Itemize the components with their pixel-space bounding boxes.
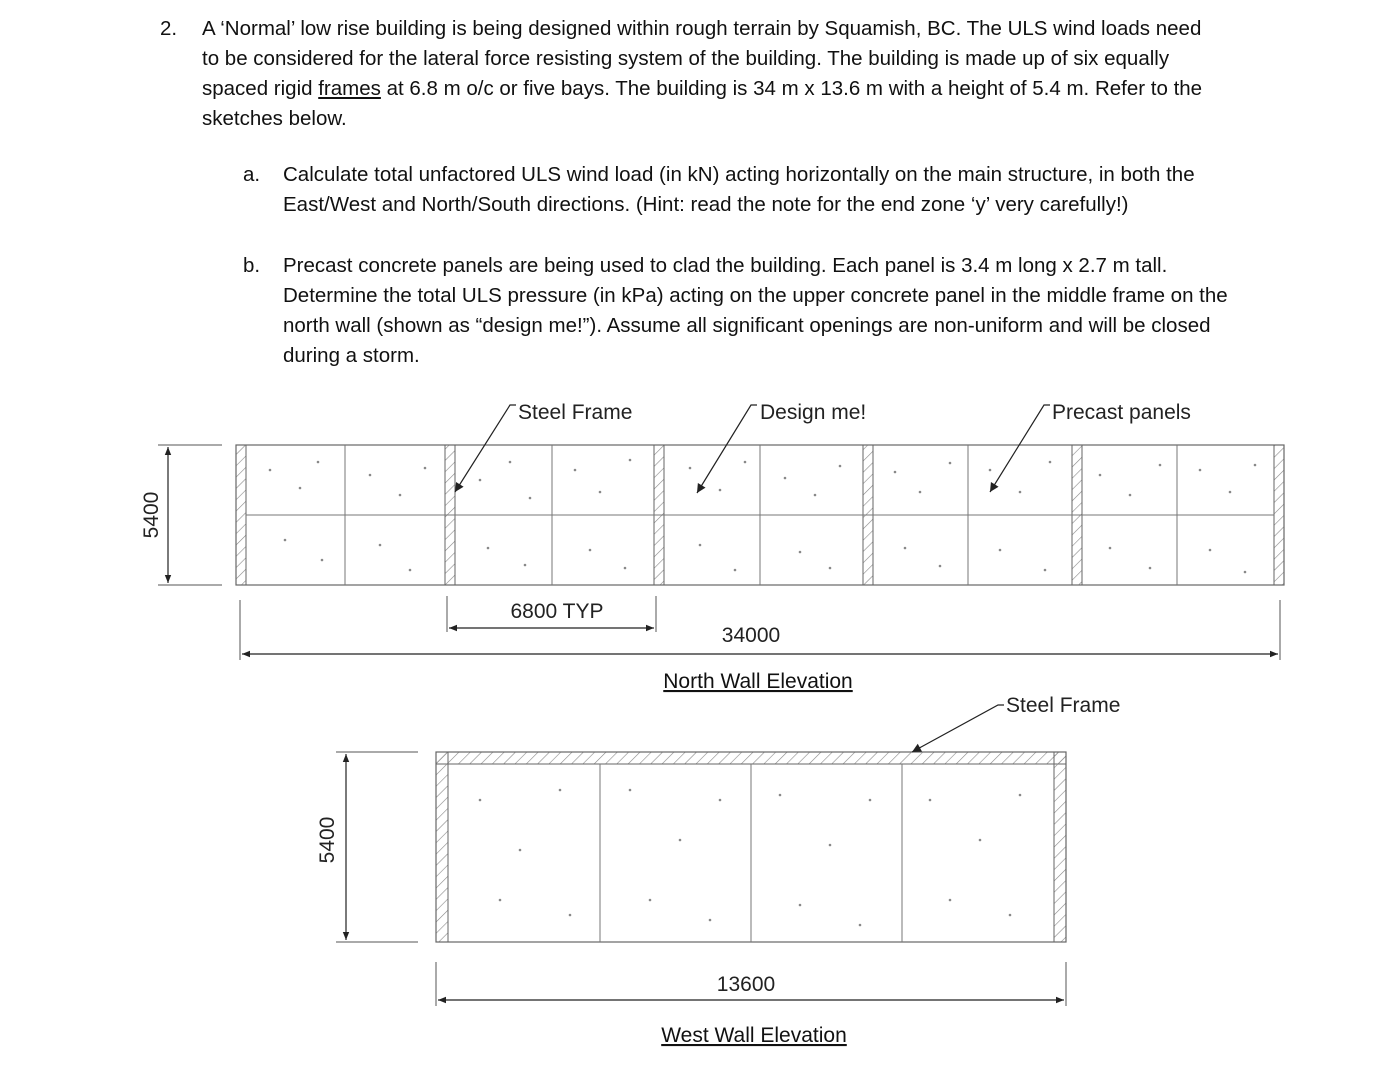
bay-dim: 6800 TYP xyxy=(510,600,604,623)
steel-frame-callout: Steel Frame xyxy=(1006,694,1121,717)
length-dim: 34000 xyxy=(721,624,781,647)
concrete-texture xyxy=(269,459,1257,574)
north-elevation-title: North Wall Elevation xyxy=(663,670,853,693)
part-a-label: a. xyxy=(243,163,261,186)
width-dim: 13600 xyxy=(716,973,776,996)
precast-panels-leader xyxy=(990,405,1050,492)
frame-right-column xyxy=(1054,752,1066,942)
frame-top-beam xyxy=(436,752,1066,764)
question-number: 2. xyxy=(160,17,178,40)
design-me-callout: Design me! xyxy=(760,401,867,424)
west-height-dim: 5400 xyxy=(316,816,339,864)
frame-column xyxy=(1274,445,1284,585)
west-wall-elevation xyxy=(316,694,1120,1047)
north-wall-elevation xyxy=(140,401,1284,693)
part-a-text: Calculate total unfactored ULS wind load (in kN) acting horizontally on the main structure, in both the East/West and North/South directions. (Hint: read the note for the end zone ‘y’ very carefully!) xyxy=(283,163,1195,216)
frame-left-column xyxy=(436,752,448,942)
steel-frame-callout: Steel Frame xyxy=(518,401,633,424)
underlined-frames: frames xyxy=(318,77,381,100)
panel-joints-vertical xyxy=(600,764,902,942)
north-height-dim: 5400 xyxy=(140,491,163,539)
design-me-leader xyxy=(697,405,757,493)
steel-frame-leader xyxy=(455,405,516,492)
precast-panels-callout: Precast panels xyxy=(1052,401,1191,424)
part-b-text: Precast concrete panels are being used to clad the building. Each panel is 3.4 m long x 2.7 m tall. Determine the total ULS pressure (in kPa) acting on the upper concrete panel in the middle frame on the north wall (shown as “design me!”). Assume all significant openings are non-uniform and will be closed during a storm. xyxy=(283,254,1228,367)
part-b-label: b. xyxy=(243,254,261,277)
question-text: A ‘Normal’ low rise building is being designed within rough terrain by Squamish, BC. The ULS wind loads need to be considered for the lateral force resisting system of the building. The building is made up of six equally spaced rigid frames at 6.8 m o/c or five bays. The building is 34 m x 13.6 m with a height of 5.4 m. Refer to the sketches below. xyxy=(202,17,1203,130)
concrete-texture xyxy=(479,789,1022,927)
steel-frame-leader xyxy=(912,705,1004,752)
west-elevation-title: West Wall Elevation xyxy=(661,1024,847,1047)
frame-column xyxy=(236,445,246,585)
